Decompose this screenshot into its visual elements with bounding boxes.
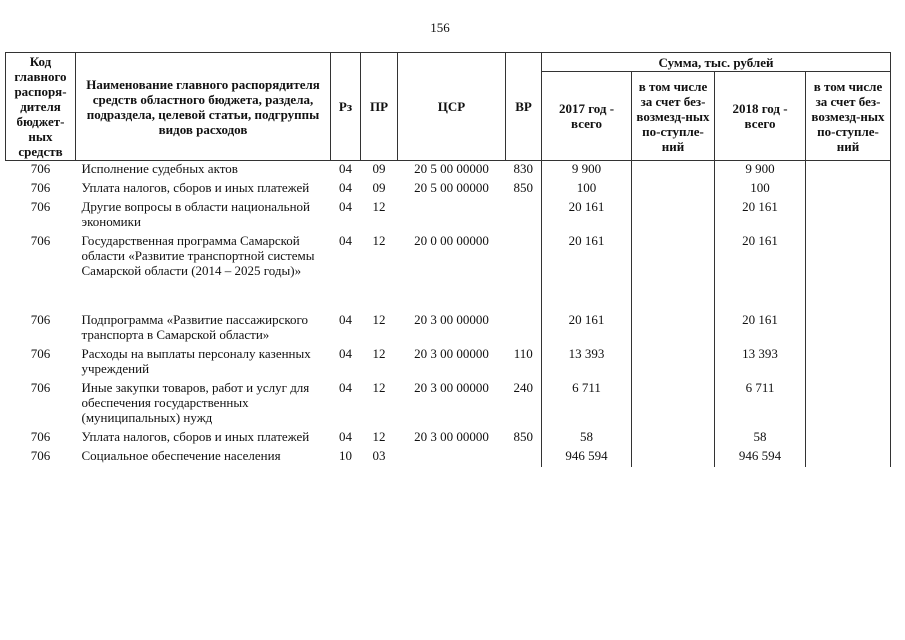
cell-2018-total: 20 161 bbox=[715, 312, 806, 346]
cell-2017-total: 6 711 bbox=[542, 380, 632, 429]
cell-code: 706 bbox=[30, 161, 51, 176]
cell-csr: 20 3 00 00000 bbox=[414, 380, 489, 395]
cell-2018-total: 9 900 bbox=[715, 161, 806, 181]
cell-csr: 20 5 00 00000 bbox=[414, 180, 489, 195]
header-pr: ПР bbox=[361, 53, 398, 161]
cell-2018-total: 20 161 bbox=[715, 199, 806, 233]
table-row bbox=[6, 380, 891, 429]
cell-rz: 04 bbox=[339, 161, 352, 176]
cell-pr: 09 bbox=[372, 161, 386, 176]
budget-table bbox=[5, 52, 891, 467]
cell-2017-grants bbox=[632, 429, 715, 448]
table-row bbox=[6, 161, 891, 181]
cell-csr: 20 0 00 00000 bbox=[414, 233, 489, 248]
header-2018-grants: в том числе за счет без-возмезд-ных по-ступле-ний bbox=[806, 72, 891, 161]
cell-pr: 12 bbox=[372, 312, 386, 327]
cell-2017-total: 20 161 bbox=[542, 199, 632, 233]
cell-pr: 09 bbox=[372, 180, 386, 195]
cell-code: 706 bbox=[30, 380, 51, 395]
cell-name: Расходы на выплаты персоналу казенных учреждений bbox=[81, 346, 311, 376]
cell-rz: 04 bbox=[339, 233, 352, 248]
table-row bbox=[6, 180, 891, 199]
page-number: 156 bbox=[430, 20, 450, 35]
cell-2017-grants bbox=[632, 180, 715, 199]
table-row bbox=[6, 233, 891, 312]
cell-2017-grants bbox=[632, 380, 715, 429]
cell-name: Иные закупки товаров, работ и услуг для обеспечения государственных (муниципальных) нужд bbox=[81, 380, 310, 425]
header-2017-grants: в том числе за счет без-возмезд-ных по-ступле-ний bbox=[632, 72, 715, 161]
cell-code: 706 bbox=[30, 312, 51, 327]
cell-2018-grants bbox=[806, 180, 891, 199]
cell-2018-total: 6 711 bbox=[715, 380, 806, 429]
cell-vr bbox=[506, 199, 542, 233]
cell-name: Исполнение судебных актов bbox=[81, 161, 238, 176]
cell-code: 706 bbox=[30, 346, 51, 361]
cell-vr: 830 bbox=[513, 161, 533, 176]
cell-csr bbox=[398, 199, 506, 233]
cell-csr: 20 5 00 00000 bbox=[414, 161, 489, 176]
cell-rz: 04 bbox=[339, 312, 352, 327]
cell-csr: 20 3 00 00000 bbox=[414, 312, 489, 327]
cell-pr: 03 bbox=[372, 448, 386, 463]
table-body bbox=[6, 161, 891, 468]
cell-2017-grants bbox=[632, 161, 715, 181]
cell-2017-grants bbox=[632, 199, 715, 233]
cell-2018-grants bbox=[806, 233, 891, 312]
table-row bbox=[6, 346, 891, 380]
cell-2017-total: 946 594 bbox=[542, 448, 632, 467]
cell-2018-total: 20 161 bbox=[715, 233, 806, 312]
cell-pr: 12 bbox=[372, 429, 386, 444]
cell-code: 706 bbox=[30, 199, 51, 214]
cell-2017-total: 20 161 bbox=[542, 312, 632, 346]
cell-rz: 04 bbox=[339, 380, 352, 395]
cell-code: 706 bbox=[30, 233, 51, 248]
cell-vr: 850 bbox=[513, 180, 533, 195]
cell-vr: 110 bbox=[513, 346, 533, 361]
cell-2017-total: 100 bbox=[542, 180, 632, 199]
cell-name: Другие вопросы в области национальной экономики bbox=[81, 199, 310, 229]
cell-code: 706 bbox=[30, 429, 51, 444]
cell-2017-grants bbox=[632, 312, 715, 346]
cell-vr bbox=[506, 233, 542, 312]
cell-vr: 850 bbox=[513, 429, 533, 444]
cell-2018-grants bbox=[806, 380, 891, 429]
table-row bbox=[6, 312, 891, 346]
cell-name: Подпрограмма «Развитие пассажирского транспорта в Самарской области» bbox=[81, 312, 309, 342]
cell-2018-grants bbox=[806, 161, 891, 181]
cell-2017-total: 20 161 bbox=[542, 233, 632, 312]
cell-name: Уплата налогов, сборов и иных платежей bbox=[81, 429, 310, 444]
cell-csr: 20 3 00 00000 bbox=[414, 429, 489, 444]
cell-pr: 12 bbox=[372, 233, 386, 248]
cell-vr bbox=[506, 312, 542, 346]
table-header bbox=[6, 53, 891, 161]
cell-2017-total: 13 393 bbox=[542, 346, 632, 380]
cell-pr: 12 bbox=[372, 199, 386, 214]
cell-vr: 240 bbox=[513, 380, 533, 395]
cell-name: Социальное обеспечение населения bbox=[81, 448, 281, 463]
cell-code: 706 bbox=[30, 180, 51, 195]
header-csr: ЦСР bbox=[398, 53, 506, 161]
cell-2017-grants bbox=[632, 233, 715, 312]
cell-name: Уплата налогов, сборов и иных платежей bbox=[81, 180, 310, 195]
cell-2017-grants bbox=[632, 448, 715, 467]
table-row bbox=[6, 199, 891, 233]
cell-pr: 12 bbox=[372, 380, 386, 395]
cell-csr: 20 3 00 00000 bbox=[414, 346, 489, 361]
cell-csr bbox=[398, 448, 506, 467]
cell-rz: 04 bbox=[339, 429, 352, 444]
table-row bbox=[6, 448, 891, 467]
cell-pr: 12 bbox=[372, 346, 386, 361]
cell-2017-grants bbox=[632, 346, 715, 380]
cell-2017-total: 58 bbox=[542, 429, 632, 448]
cell-rz: 04 bbox=[339, 346, 352, 361]
header-sum-group: Сумма, тыс. рублей bbox=[542, 53, 891, 72]
header-2017-total: 2017 год - всего bbox=[542, 72, 632, 161]
header-name: Наименование главного распорядителя средств областного бюджета, раздела, подраздела, целевой статьи, подгруппы видов расходов bbox=[76, 53, 331, 161]
cell-rz: 10 bbox=[339, 448, 352, 463]
cell-2018-total: 13 393 bbox=[715, 346, 806, 380]
cell-rz: 04 bbox=[339, 199, 352, 214]
cell-2018-total: 100 bbox=[715, 180, 806, 199]
cell-2018-grants bbox=[806, 429, 891, 448]
header-rz: Рз bbox=[331, 53, 361, 161]
cell-rz: 04 bbox=[339, 180, 352, 195]
cell-2018-grants bbox=[806, 199, 891, 233]
cell-vr bbox=[506, 448, 542, 467]
header-code: Код главного распоря-дителя бюджет-ных средств bbox=[6, 53, 76, 161]
cell-code: 706 bbox=[30, 448, 51, 463]
cell-2018-grants bbox=[806, 346, 891, 380]
cell-2018-grants bbox=[806, 312, 891, 346]
cell-2018-total: 58 bbox=[715, 429, 806, 448]
table-row bbox=[6, 429, 891, 448]
cell-name: Государственная программа Самарской области «Развитие транспортной системы Самарской области (2014 – 2025 годы)» bbox=[81, 233, 315, 278]
header-2018-total: 2018 год - всего bbox=[715, 72, 806, 161]
header-vr: ВР bbox=[506, 53, 542, 161]
cell-2018-total: 946 594 bbox=[715, 448, 806, 467]
cell-2018-grants bbox=[806, 448, 891, 467]
cell-2017-total: 9 900 bbox=[542, 161, 632, 181]
